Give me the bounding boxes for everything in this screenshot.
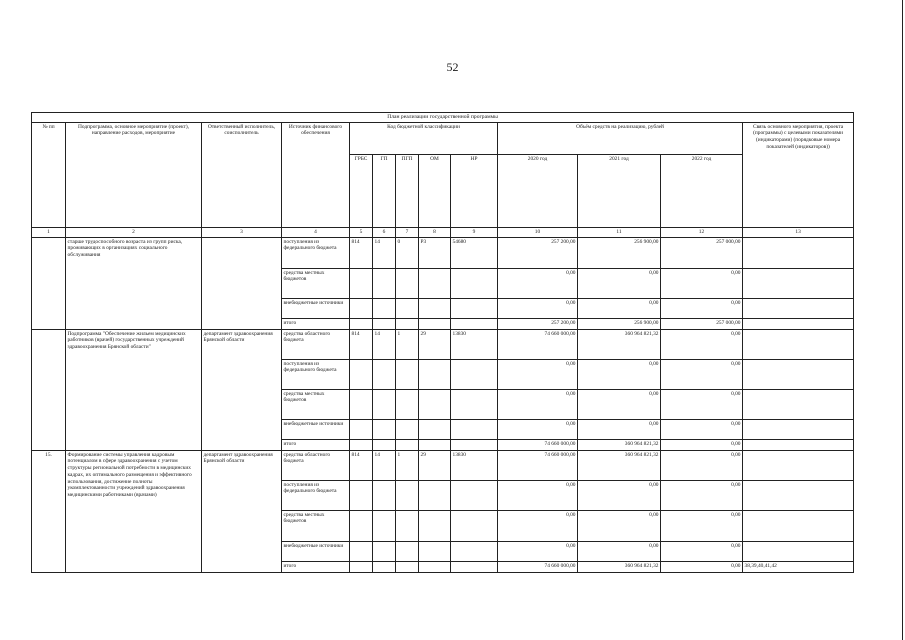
gp-cell <box>373 420 396 440</box>
np-cell <box>451 542 498 562</box>
pgp-cell: 1 <box>396 330 419 360</box>
table-caption: План реализации государственной программы <box>32 113 854 123</box>
amount-2021-cell: 360 964 821,32 <box>578 451 661 481</box>
amount-2021-cell: 360 964 821,32 <box>578 562 661 573</box>
header-grbs: ГРБС <box>350 155 373 228</box>
pgp-cell: 0 <box>396 238 419 269</box>
amount-2022-cell: 0,00 <box>661 542 743 562</box>
amount-2022-cell: 0,00 <box>661 481 743 511</box>
grbs-cell <box>350 269 373 299</box>
indicator-link-cell <box>743 451 854 481</box>
om-cell <box>419 440 451 451</box>
funding-source-cell: внебюджетные источники <box>282 542 350 562</box>
om-cell <box>419 360 451 390</box>
grbs-cell <box>350 319 373 330</box>
column-number: 8 <box>419 228 451 238</box>
np-cell: 13830 <box>451 330 498 360</box>
amount-2022-cell: 0,00 <box>661 360 743 390</box>
pgp-cell <box>396 420 419 440</box>
gp-cell <box>373 562 396 573</box>
funding-source-cell: внебюджетные источники <box>282 420 350 440</box>
gp-cell <box>373 299 396 319</box>
header-2021: 2021 год <box>578 155 661 228</box>
om-cell <box>419 542 451 562</box>
indicator-link-cell <box>743 299 854 319</box>
header-bk-group: Код бюджетной классификации <box>350 123 498 155</box>
amount-2021-cell: 0,00 <box>578 481 661 511</box>
pgp-cell <box>396 390 419 420</box>
funding-source-cell: итого <box>282 319 350 330</box>
grbs-cell <box>350 390 373 420</box>
amount-2022-cell: 0,00 <box>661 330 743 360</box>
amount-2022-cell: 257 000,00 <box>661 238 743 269</box>
column-number: 3 <box>202 228 282 238</box>
amount-2022-cell: 0,00 <box>661 390 743 420</box>
column-number: 12 <box>661 228 743 238</box>
grbs-cell <box>350 562 373 573</box>
amount-2022-cell: 0,00 <box>661 451 743 481</box>
header-row <box>32 123 854 155</box>
amount-2020-cell: 0,00 <box>498 299 578 319</box>
amount-2020-cell: 0,00 <box>498 420 578 440</box>
funding-source-cell: итого <box>282 562 350 573</box>
funding-source-cell: средства областного бюджета <box>282 330 350 360</box>
grbs-cell: 814 <box>350 451 373 481</box>
header-source: Источник финансового обеспечения <box>282 123 350 228</box>
amount-2021-cell: 0,00 <box>578 420 661 440</box>
pgp-cell <box>396 360 419 390</box>
column-number: 10 <box>498 228 578 238</box>
amount-2022-cell: 0,00 <box>661 420 743 440</box>
amount-2021-cell: 256 900,00 <box>578 319 661 330</box>
grbs-cell <box>350 440 373 451</box>
funding-source-cell: средства местных бюджетов <box>282 390 350 420</box>
amount-2020-cell: 0,00 <box>498 511 578 542</box>
amount-2022-cell: 257 000,00 <box>661 319 743 330</box>
grbs-cell <box>350 542 373 562</box>
program-plan-table <box>31 112 854 573</box>
column-number-row <box>32 228 854 238</box>
column-number: 4 <box>282 228 350 238</box>
gp-cell <box>373 511 396 542</box>
amount-2020-cell: 74 660 000,00 <box>498 562 578 573</box>
pgp-cell <box>396 542 419 562</box>
header-2022: 2022 год <box>661 155 743 228</box>
np-cell <box>451 299 498 319</box>
header-link: Связь основного мероприятия, проекта (программы) с целевыми показателями (индикаторами) (порядковые номера показателей (индикаторов)) <box>743 123 854 228</box>
amount-2020-cell: 0,00 <box>498 481 578 511</box>
om-cell: 29 <box>419 330 451 360</box>
amount-2021-cell: 0,00 <box>578 542 661 562</box>
np-cell <box>451 420 498 440</box>
om-cell <box>419 299 451 319</box>
amount-2022-cell: 0,00 <box>661 562 743 573</box>
column-number: 9 <box>451 228 498 238</box>
row-number-cell: 15. <box>32 451 66 573</box>
grbs-cell: 814 <box>350 330 373 360</box>
np-cell: 54680 <box>451 238 498 269</box>
header-gp: ГП <box>373 155 396 228</box>
grbs-cell <box>350 420 373 440</box>
indicator-link-cell <box>743 481 854 511</box>
funding-source-cell: поступления из федерального бюджета <box>282 238 350 269</box>
amount-2020-cell: 74 660 000,00 <box>498 451 578 481</box>
amount-2020-cell: 0,00 <box>498 269 578 299</box>
gp-cell <box>373 390 396 420</box>
page-number: 52 <box>446 60 459 74</box>
amount-2021-cell: 0,00 <box>578 360 661 390</box>
om-cell <box>419 420 451 440</box>
amount-2021-cell: 360 964 821,32 <box>578 330 661 360</box>
amount-2020-cell: 0,00 <box>498 542 578 562</box>
gp-cell: 14 <box>373 238 396 269</box>
amount-2022-cell: 0,00 <box>661 440 743 451</box>
pgp-cell: 1 <box>396 451 419 481</box>
gp-cell <box>373 440 396 451</box>
header-om: ОМ <box>419 155 451 228</box>
pgp-cell <box>396 319 419 330</box>
funding-source-cell: поступления из федерального бюджета <box>282 360 350 390</box>
column-number: 11 <box>578 228 661 238</box>
pgp-cell <box>396 269 419 299</box>
caption-row <box>32 113 854 123</box>
om-cell <box>419 481 451 511</box>
gp-cell: 14 <box>373 330 396 360</box>
pgp-cell <box>396 481 419 511</box>
amount-2021-cell: 0,00 <box>578 269 661 299</box>
header-np: НР <box>451 155 498 228</box>
gp-cell <box>373 481 396 511</box>
table-row <box>32 330 854 360</box>
indicator-link-cell <box>743 511 854 542</box>
responsible-cell: департамент здравоохранения Брянской области <box>202 451 282 573</box>
indicator-link-cell <box>743 542 854 562</box>
gp-cell <box>373 542 396 562</box>
row-number-cell <box>32 238 66 330</box>
amount-2020-cell: 74 660 000,00 <box>498 440 578 451</box>
gp-cell: 14 <box>373 451 396 481</box>
grbs-cell <box>350 360 373 390</box>
gp-cell <box>373 269 396 299</box>
amount-2021-cell: 256 900,00 <box>578 238 661 269</box>
grbs-cell <box>350 481 373 511</box>
amount-2022-cell: 0,00 <box>661 299 743 319</box>
grbs-cell <box>350 299 373 319</box>
gp-cell <box>373 360 396 390</box>
indicator-link-cell <box>743 360 854 390</box>
np-cell <box>451 269 498 299</box>
measure-name-cell: Подпрограмма "Обеспечение жильем медицинских работников (врачей) государственных учреждений здравоохранения Брянской области" <box>66 330 202 451</box>
measure-name-cell: Формирование системы управления кадровым потенциалом в сфере здравоохранения с учетом структуры региональной потребности в медицинских кадрах, их оптимального размещения и эффективного использования, достижение полноты укомплектованности учреждений здравоохранения медицинскими работниками (врачами) <box>66 451 202 573</box>
header-no: № пп <box>32 123 66 228</box>
np-cell <box>451 390 498 420</box>
indicator-link-cell <box>743 440 854 451</box>
indicator-link-cell <box>743 390 854 420</box>
pgp-cell <box>396 299 419 319</box>
column-number: 6 <box>373 228 396 238</box>
np-cell <box>451 481 498 511</box>
amount-2020-cell: 257 200,00 <box>498 238 578 269</box>
om-cell <box>419 319 451 330</box>
amount-2020-cell: 74 660 000,00 <box>498 330 578 360</box>
np-cell <box>451 360 498 390</box>
indicator-link-cell: 38,39,40,41,42 <box>743 562 854 573</box>
grbs-cell: 814 <box>350 238 373 269</box>
np-cell <box>451 440 498 451</box>
np-cell <box>451 319 498 330</box>
table-row <box>32 238 854 269</box>
amount-2020-cell: 0,00 <box>498 390 578 420</box>
indicator-link-cell <box>743 269 854 299</box>
funding-source-cell: средства местных бюджетов <box>282 269 350 299</box>
grbs-cell <box>350 511 373 542</box>
column-number: 5 <box>350 228 373 238</box>
amount-2020-cell: 0,00 <box>498 360 578 390</box>
indicator-link-cell <box>743 420 854 440</box>
np-cell <box>451 562 498 573</box>
amount-2022-cell: 0,00 <box>661 269 743 299</box>
row-number-cell <box>32 330 66 451</box>
header-name: Подпрограмма, основное мероприятие (проект), направление расходов, мероприятие <box>66 123 202 228</box>
amount-2021-cell: 0,00 <box>578 511 661 542</box>
funding-source-cell: средства областного бюджета <box>282 451 350 481</box>
column-number: 1 <box>32 228 66 238</box>
column-number: 7 <box>396 228 419 238</box>
amount-2022-cell: 0,00 <box>661 511 743 542</box>
amount-2021-cell: 360 964 821,32 <box>578 440 661 451</box>
funding-source-cell: внебюджетные источники <box>282 299 350 319</box>
header-2020: 2020 год <box>498 155 578 228</box>
np-cell: 13830 <box>451 451 498 481</box>
om-cell <box>419 269 451 299</box>
indicator-link-cell <box>743 238 854 269</box>
responsible-cell: департамент здравоохранения Брянской области <box>202 330 282 451</box>
measure-name-cell: старше трудоспособного возраста из групп риска, проживающих в организациях социального обслуживания <box>66 238 202 330</box>
amount-2021-cell: 0,00 <box>578 299 661 319</box>
om-cell <box>419 390 451 420</box>
pgp-cell <box>396 562 419 573</box>
funding-source-cell: итого <box>282 440 350 451</box>
header-pgp: ПГП <box>396 155 419 228</box>
header-volume-group: Объём средств на реализацию, рублей <box>498 123 743 155</box>
indicator-link-cell <box>743 330 854 360</box>
om-cell <box>419 562 451 573</box>
column-number: 2 <box>66 228 202 238</box>
amount-2021-cell: 0,00 <box>578 390 661 420</box>
np-cell <box>451 511 498 542</box>
funding-source-cell: средства местных бюджетов <box>282 511 350 542</box>
funding-source-cell: поступления из федерального бюджета <box>282 481 350 511</box>
amount-2020-cell: 257 200,00 <box>498 319 578 330</box>
header-responsible: Ответственный исполнитель, соисполнитель <box>202 123 282 228</box>
om-cell: Р3 <box>419 238 451 269</box>
column-number: 13 <box>743 228 854 238</box>
om-cell <box>419 511 451 542</box>
pgp-cell <box>396 511 419 542</box>
responsible-cell <box>202 238 282 330</box>
indicator-link-cell <box>743 319 854 330</box>
page-edge-line <box>902 0 903 640</box>
table-row <box>32 451 854 481</box>
om-cell: 29 <box>419 451 451 481</box>
pgp-cell <box>396 440 419 451</box>
gp-cell <box>373 319 396 330</box>
